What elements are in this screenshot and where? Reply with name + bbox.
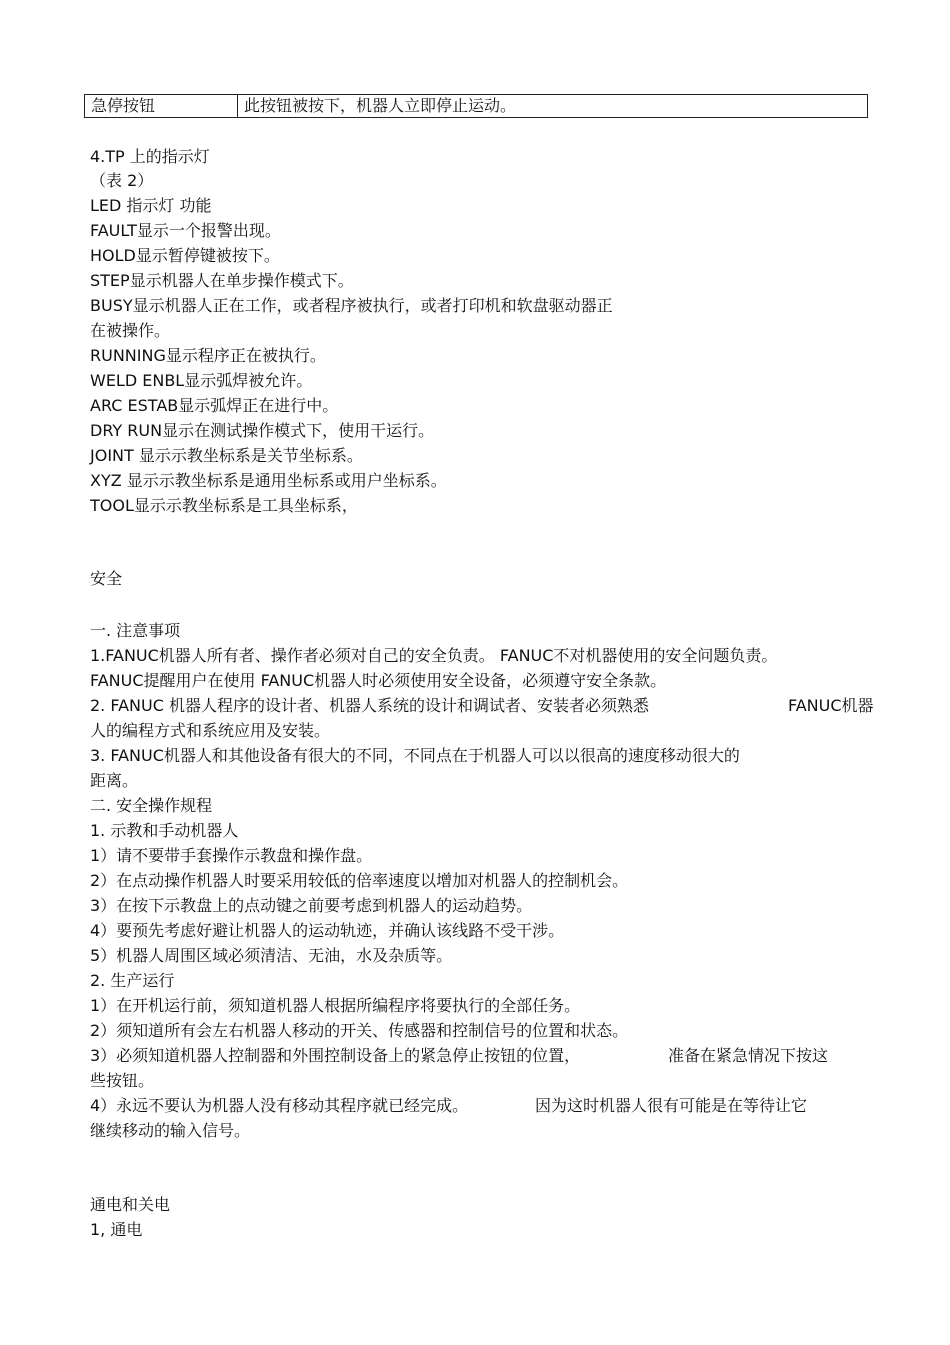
list-heading: 1. 示教和手动机器人	[90, 821, 239, 840]
text-line: JOINT 显示示教坐标系是关节坐标系。	[90, 446, 363, 465]
list-item: 3）必须知道机器人控制器和外围控制设备上的紧急停止按钮的位置，	[90, 1046, 581, 1065]
list-item: 4）要预先考虑好避让机器人的运动轨迹，并确认该线路不受干涉。	[90, 921, 565, 940]
list-heading: 2. 生产运行	[90, 971, 175, 990]
text-line: 3. FANUC机器人和其他设备有很大的不同，不同点在于机器人可以以很高的速度移动很大的	[90, 746, 740, 765]
text-line: HOLD显示暂停键被按下。	[90, 246, 280, 265]
text-line: ARC ESTAB显示弧焊正在进行中。	[90, 396, 339, 415]
table-cell-name: 急停按钮	[85, 95, 238, 118]
text-line: 1.FANUC机器人所有者、操作者必须对自己的安全负责。 FANUC不对机器使用的安全问题负责。	[90, 646, 778, 665]
table-cell-description: 此按钮被按下，机器人立即停止运动。	[238, 95, 868, 118]
text-line: FANUC提醒用户在使用 FANUC机器人时必须使用安全设备，必须遵守安全条款。	[90, 671, 667, 690]
button-function-table	[84, 94, 868, 118]
list-item: 2）须知道所有会左右机器人移动的开关、传感器和控制信号的位置和状态。	[90, 1021, 629, 1040]
text-line-tail: FANUC机器	[788, 696, 874, 715]
table-row	[85, 95, 868, 118]
subsection-heading: 1, 通电	[90, 1220, 143, 1239]
text-line: BUSY显示机器人正在工作，或者程序被执行，或者打印机和软盘驱动器正	[90, 296, 613, 315]
text-line: DRY RUN显示在测试操作模式下，使用干运行。	[90, 421, 435, 440]
section-title: 安全	[90, 569, 123, 588]
subsection-heading: 一. 注意事项	[90, 621, 181, 640]
list-item: 4）永远不要认为机器人没有移动其程序就已经完成。	[90, 1096, 469, 1115]
list-item: 些按钮。	[90, 1071, 155, 1090]
section-title: 通电和关电	[90, 1195, 171, 1214]
text-line: 人的编程方式和系统应用及安装。	[90, 721, 331, 740]
text-line: TOOL显示示教坐标系是工具坐标系，	[90, 496, 358, 515]
text-line: FAULT显示一个报警出现。	[90, 221, 281, 240]
text-line: 在被操作。	[90, 321, 171, 340]
list-item: 1）在开机运行前，须知道机器人根据所编程序将要执行的全部任务。	[90, 996, 581, 1015]
section-heading: 4.TP 上的指示灯	[90, 147, 210, 166]
text-line: 距离。	[90, 771, 139, 790]
text-line: WELD ENBL显示弧焊被允许。	[90, 371, 313, 390]
text-line: LED 指示灯 功能	[90, 196, 212, 215]
text-line: XYZ 显示示教坐标系是通用坐标系或用户坐标系。	[90, 471, 447, 490]
text-line: RUNNING显示程序正在被执行。	[90, 346, 326, 365]
list-item: 继续移动的输入信号。	[90, 1121, 251, 1140]
text-line: STEP显示机器人在单步操作模式下。	[90, 271, 354, 290]
text-line: 2. FANUC 机器人程序的设计者、机器人系统的设计和调试者、安装者必须熟悉	[90, 696, 649, 715]
list-item: 1）请不要带手套操作示教盘和操作盘。	[90, 846, 373, 865]
list-item: 2）在点动操作机器人时要采用较低的倍率速度以增加对机器人的控制机会。	[90, 871, 629, 890]
list-item-tail: 准备在紧急情况下按这	[668, 1046, 829, 1065]
list-item: 5）机器人周围区域必须清洁、无油，水及杂质等。	[90, 946, 453, 965]
list-item-tail: 因为这时机器人很有可能是在等待让它	[535, 1096, 808, 1115]
subsection-heading: 二. 安全操作规程	[90, 796, 213, 815]
table-caption: （表 2）	[90, 171, 154, 190]
list-item: 3）在按下示教盘上的点动键之前要考虑到机器人的运动趋势。	[90, 896, 533, 915]
